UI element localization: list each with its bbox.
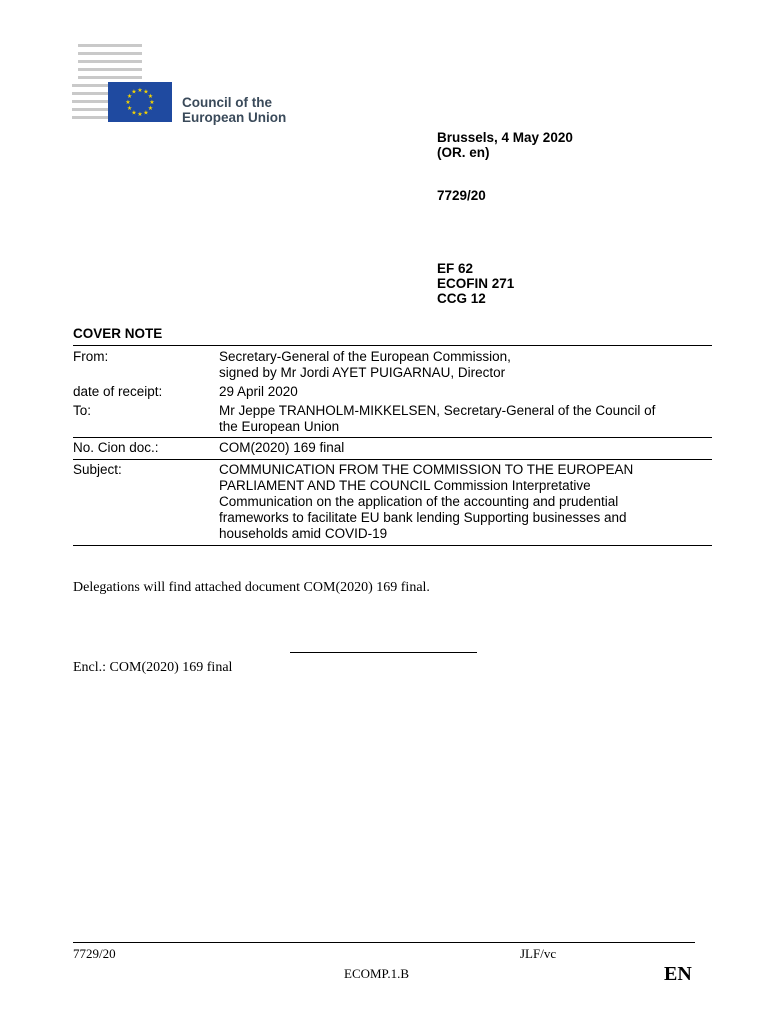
footer-divider	[73, 942, 695, 943]
subject-label: Subject:	[73, 460, 219, 546]
council-logo	[72, 40, 312, 130]
cion-row	[73, 438, 712, 460]
from-label: From:	[73, 346, 219, 382]
eu-star-icon: ★	[147, 93, 154, 100]
eu-star-icon: ★	[143, 109, 149, 117]
receipt-row	[73, 381, 712, 400]
code-ef: EF 62	[437, 261, 474, 276]
eu-star-icon: ★	[131, 88, 137, 96]
footer-language: EN	[664, 963, 692, 985]
eu-star-icon: ★	[126, 105, 133, 112]
place-date-block	[437, 130, 573, 160]
delegations-paragraph: Delegations will find attached document COM(2020) 169 final.	[73, 580, 430, 595]
enclosure-line: Encl.: COM(2020) 169 final	[73, 660, 233, 675]
eu-star-icon: ★	[126, 93, 133, 100]
cion-label: No. Cion doc.:	[73, 438, 219, 460]
separator-rule	[290, 652, 477, 653]
eu-star-icon: ★	[125, 99, 131, 106]
subject-line3: Communication on the application of the accounting and prudential	[219, 494, 619, 509]
subject-line5: households amid COVID-19	[219, 526, 388, 541]
eu-star-icon: ★	[137, 111, 143, 118]
subject-line4: frameworks to facilitate EU bank lending Supporting businesses and	[219, 510, 627, 525]
from-line2: signed by Mr Jordi AYET PUIGARNAU, Director	[219, 365, 506, 380]
to-row	[73, 400, 712, 438]
to-label: To:	[73, 403, 92, 418]
footer-doc-ref: 7729/20	[73, 946, 116, 961]
receipt-value: 29 April 2020	[219, 384, 298, 399]
from-row	[73, 346, 712, 382]
classification-codes	[437, 261, 514, 306]
council-name-line1: Council of the	[182, 95, 272, 110]
from-value	[219, 346, 712, 382]
cover-note-table	[73, 345, 712, 546]
eu-star-icon: ★	[147, 105, 154, 112]
from-line1: Secretary-General of the European Commission,	[219, 349, 511, 364]
cion-value: COM(2020) 169 final	[219, 438, 712, 460]
to-line2: the European Union	[219, 419, 340, 434]
subject-row	[73, 460, 712, 546]
code-ccg: CCG 12	[437, 291, 486, 306]
to-line1: Mr Jeppe TRANHOLM-MIKKELSEN, Secretary-General of the Council of	[219, 403, 656, 418]
footer-initials: JLF/vc	[520, 946, 557, 961]
council-name	[182, 95, 286, 125]
council-name-line2: European Union	[182, 110, 287, 125]
cover-note-title: COVER NOTE	[73, 326, 163, 341]
council-emblem-icon	[72, 40, 192, 130]
eu-star-icon: ★	[137, 87, 143, 94]
code-ecofin: ECOFIN 271	[437, 276, 515, 291]
subject-line2: PARLIAMENT AND THE COUNCIL Commission Interpretative	[219, 478, 591, 493]
receipt-label: date of receipt:	[73, 384, 163, 399]
document-number: 7729/20	[437, 188, 486, 203]
to-value	[219, 400, 712, 438]
eu-star-icon: ★	[131, 109, 137, 117]
subject-value	[219, 460, 712, 546]
eu-star-icon: ★	[143, 88, 149, 96]
original-language: (OR. en)	[437, 145, 490, 160]
eu-star-icon: ★	[149, 99, 155, 106]
footer-department: ECOMP.1.B	[344, 966, 410, 981]
place-date: Brussels, 4 May 2020	[437, 130, 573, 145]
subject-line1: COMMUNICATION FROM THE COMMISSION TO THE EUROPEAN	[219, 462, 634, 477]
